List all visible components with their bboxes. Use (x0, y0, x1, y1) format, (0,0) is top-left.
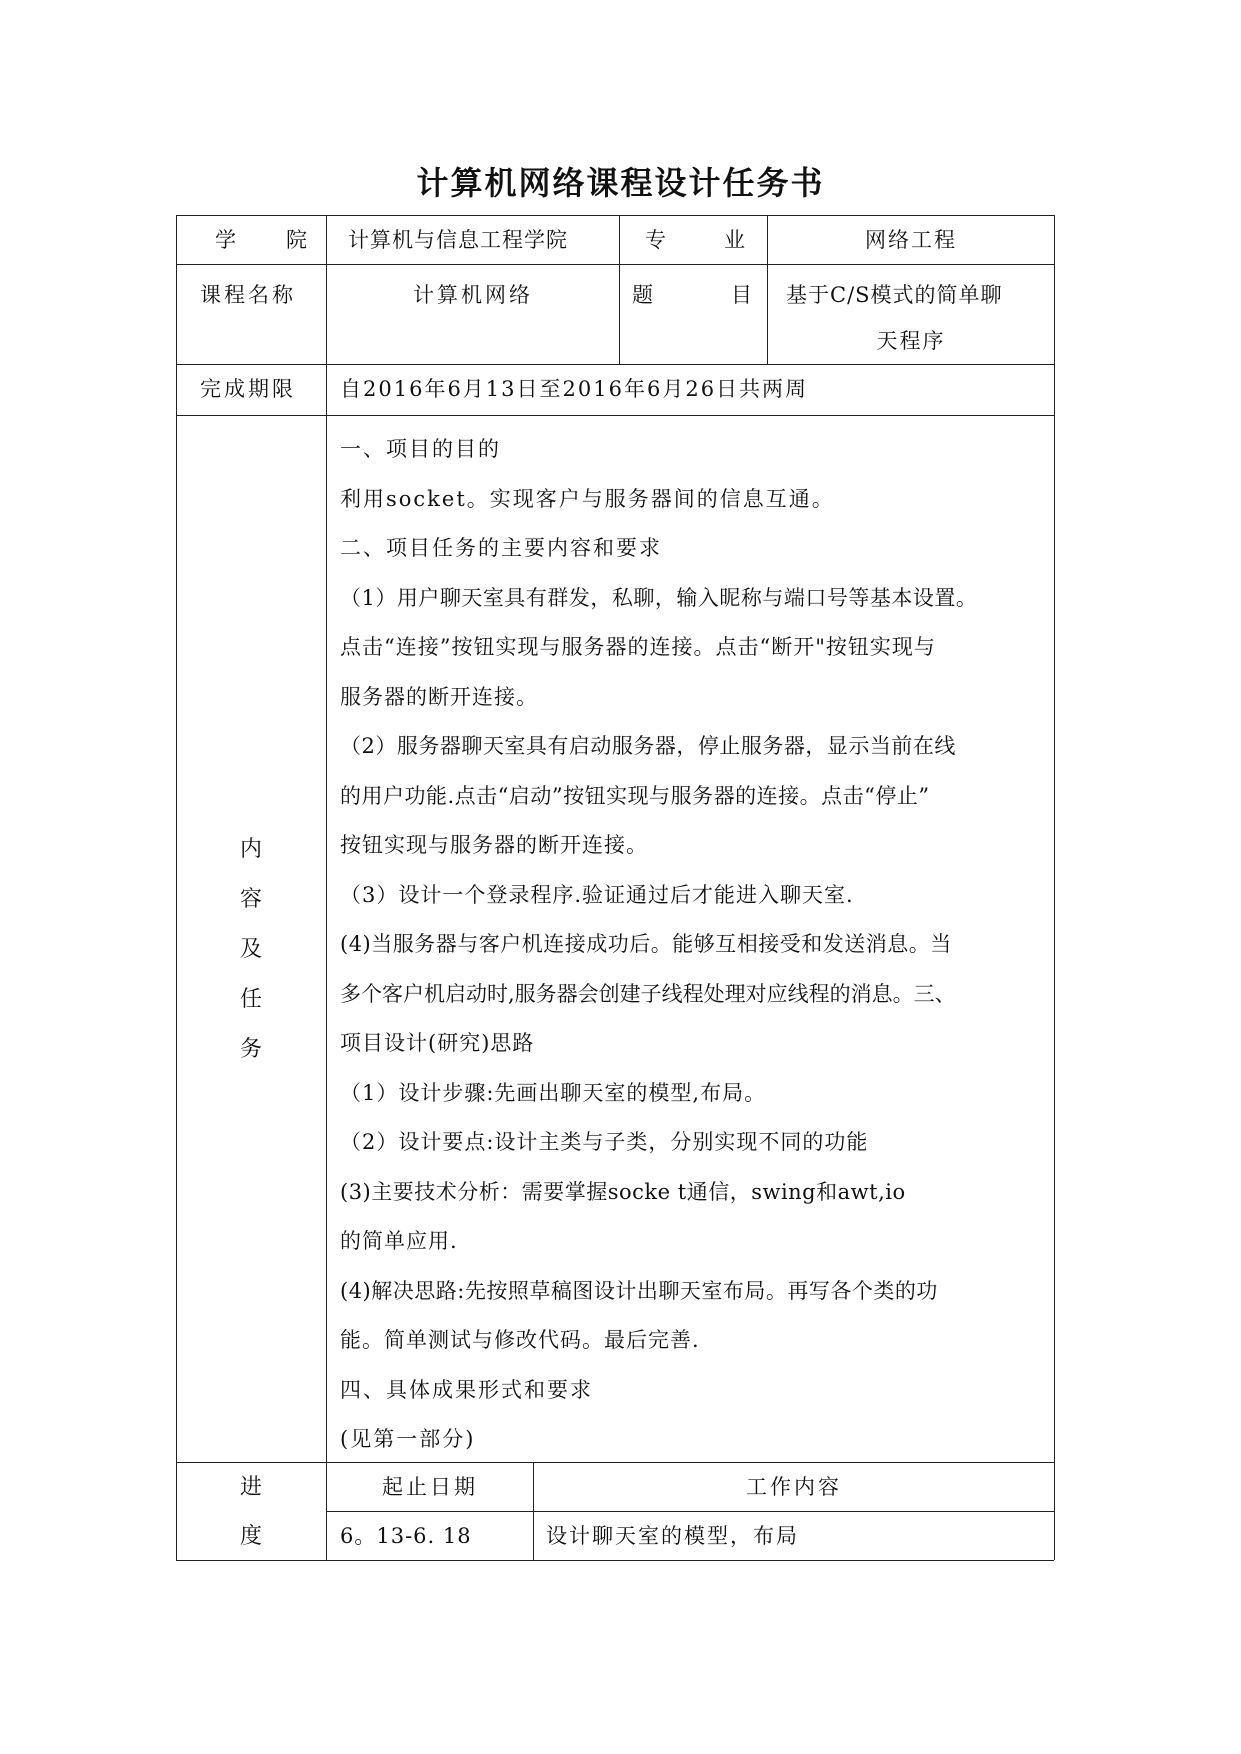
major-label: 专 业 (645, 228, 745, 252)
topic-value-line1: 基于C/S模式的简单聊 (786, 283, 1003, 307)
progress-row-work: 设计聊天室的模型，布局 (546, 1524, 799, 1548)
content-line: 能。简单测试与修改代码。最后完善. (340, 1328, 700, 1352)
content-line: 服务器的断开连接。 (340, 684, 538, 709)
content-line: (4)解决思路:先按照草稿图设计出聊天室布局。再写各个类的功 (340, 1278, 938, 1303)
content-line: (3)主要技术分析：需要掌握socke t通信，swing和awt,io (340, 1179, 906, 1204)
topic-label: 题 目 (632, 283, 752, 307)
college-value: 计算机与信息工程学院 (348, 228, 568, 252)
progress-col-date: 起止日期 (382, 1475, 478, 1499)
content-line: （2）设计要点:设计主类与子类，分别实现不同的功能 (340, 1130, 869, 1154)
content-line: （1）用户聊天室具有群发，私聊，输入昵称与端口号等基本设置。 (340, 585, 978, 610)
content-line: （2）服务器聊天室具有启动服务器，停止服务器，显示当前在线 (340, 734, 956, 758)
content-line: (见第一部分) (340, 1427, 476, 1451)
content-line: 利用socket。实现客户与服务器间的信息互通。 (340, 486, 835, 511)
deadline-label: 完成期限 (200, 377, 296, 401)
content-line: 按钮实现与服务器的断开连接。 (340, 833, 648, 857)
content-line: （3）设计一个登录程序.验证通过后才能进入聊天室. (340, 882, 854, 907)
progress-col-work: 工作内容 (746, 1475, 842, 1499)
college-label: 学 院 (215, 228, 307, 252)
content-line: 的用户功能.点击“启动”按钮实现与服务器的连接。点击“停止” (340, 783, 930, 808)
topic-value (768, 272, 1054, 364)
content-line: (4)当服务器与客户机连接成功后。能够互相接受和发送消息。当 (340, 932, 952, 956)
progress-label: 进 度 (239, 1475, 262, 1549)
page-title: 计算机网络课程设计任务书 (416, 164, 825, 202)
content-line: 二、项目任务的主要内容和要求 (340, 536, 662, 560)
topic-value-line2: 天程序 (876, 329, 946, 353)
content-label: 内 容 及 任 务 (239, 837, 262, 1062)
content-line: （1）设计步骤:先画出聊天室的模型,布局。 (340, 1080, 767, 1105)
content-body (340, 425, 1052, 1465)
content-line: 点击“连接”按钮实现与服务器的连接。点击“断开"按钮实现与 (340, 635, 936, 659)
course-value: 计算机网络 (413, 283, 533, 307)
content-line: 项目设计(研究)思路 (340, 1031, 535, 1055)
content-line: 的简单应用. (340, 1229, 458, 1253)
course-label: 课程名称 (200, 283, 296, 307)
deadline-value: 自2016年6月13日至2016年6月26日共两周 (340, 377, 809, 401)
content-line: 四、具体成果形式和要求 (340, 1377, 593, 1402)
content-line: 多个客户机启动时,服务器会创建子线程处理对应线程的消息。三、 (340, 981, 956, 1006)
progress-row-date: 6。13-6. 18 (340, 1524, 472, 1548)
major-value: 网络工程 (865, 228, 957, 252)
content-line: 一、项目的目的 (340, 437, 501, 461)
